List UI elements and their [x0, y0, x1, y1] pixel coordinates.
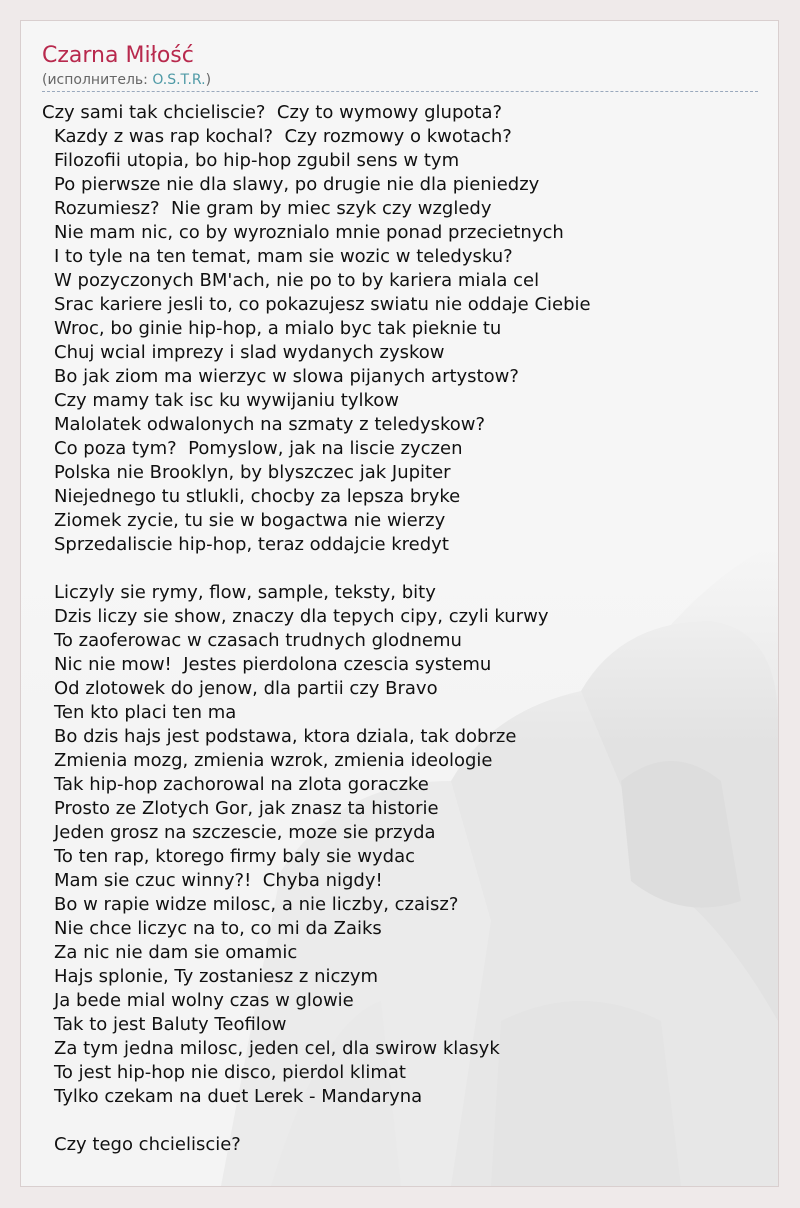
- lyric-line: To zaoferowac w czasach trudnych glodnemu: [54, 630, 462, 651]
- lyric-line: Chuj wcial imprezy i slad wydanych zyskow: [54, 342, 445, 363]
- lyric-line: Bo w rapie widze milosc, a nie liczby, czaisz?: [54, 894, 459, 915]
- lyric-line: Wroc, bo ginie hip-hop, a mialo byc tak pieknie tu: [54, 318, 502, 339]
- lyric-line: To jest hip-hop nie disco, pierdol klimat: [54, 1062, 406, 1083]
- lyric-line: Za tym jedna milosc, jeden cel, dla swirow klasyk: [54, 1038, 500, 1059]
- lyric-line: To ten rap, ktorego firmy baly sie wydac: [54, 846, 416, 867]
- lyric-line: Filozofii utopia, bo hip-hop zgubil sens w tym: [54, 150, 460, 171]
- lyric-line: Bo jak ziom ma wierzyc w slowa pijanych artystow?: [54, 366, 519, 387]
- lyric-line: Jeden grosz na szczescie, moze sie przyda: [54, 822, 436, 843]
- lyric-line: Za nic nie dam sie omamic: [54, 942, 298, 963]
- lyric-line: I to tyle na ten temat, mam sie wozic w teledysku?: [54, 246, 513, 267]
- lyric-line: Rozumiesz? Nie gram by miec szyk czy wzgledy: [54, 198, 492, 219]
- lyric-line: W pozyczonych BM'ach, nie po to by kariera miala cel: [54, 270, 540, 291]
- lyric-line: Polska nie Brooklyn, by blyszczec jak Jupiter: [54, 462, 451, 483]
- lyric-line: Czy mamy tak isc ku wywijaniu tylkow: [54, 390, 399, 411]
- stanza-break: [42, 557, 758, 581]
- artist-line: [42, 71, 758, 89]
- lyric-line: Nic nie mow! Jestes pierdolona czescia systemu: [54, 654, 492, 675]
- lyric-line: Dzis liczy sie show, znaczy dla tepych cipy, czyli kurwy: [54, 606, 549, 627]
- lyric-line: Od zlotowek do jenow, dla partii czy Bravo: [54, 678, 438, 699]
- song-content: [42, 41, 758, 1157]
- lyrics-card: [20, 20, 779, 1187]
- lyric-line: Tak to jest Baluty Teofilow: [54, 1014, 287, 1035]
- lyric-line: Czy sami tak chcieliscie? Czy to wymowy glupota?: [42, 102, 503, 123]
- lyric-line: Tylko czekam na duet Lerek - Mandaryna: [54, 1086, 423, 1107]
- lyric-line: Po pierwsze nie dla slawy, po drugie nie dla pieniedzy: [54, 174, 540, 195]
- song-title: Czarna Miłość: [42, 43, 194, 68]
- title-divider: [42, 91, 758, 92]
- lyric-line: Mam sie czuc winny?! Chyba nigdy!: [54, 870, 383, 891]
- lyric-line: Hajs splonie, Ty zostaniesz z niczym: [54, 966, 379, 987]
- lyric-line: Co poza tym? Pomyslow, jak na liscie zyczen: [54, 438, 463, 459]
- lyric-line: Kazdy z was rap kochal? Czy rozmowy o kwotach?: [54, 126, 512, 147]
- lyric-line: Ja bede mial wolny czas w glowie: [54, 990, 354, 1011]
- artist-link[interactable]: O.S.T.R.: [152, 72, 206, 88]
- lyric-line: Liczyly sie rymy, flow, sample, teksty, bity: [54, 582, 436, 603]
- lyric-line: Czy tego chcieliscie?: [54, 1134, 241, 1155]
- lyric-line: Malolatek odwalonych na szmaty z teledyskow?: [54, 414, 486, 435]
- lyric-line: Ziomek zycie, tu sie w bogactwa nie wierzy: [54, 510, 446, 531]
- lyric-line: Srac kariere jesli to, co pokazujesz swiatu nie oddaje Ciebie: [54, 294, 591, 315]
- lyric-line: Nie chce liczyc na to, co mi da Zaiks: [54, 918, 382, 939]
- lyric-line: Zmienia mozg, zmienia wzrok, zmienia ideologie: [54, 750, 493, 771]
- lyrics-body: [42, 101, 758, 1157]
- lyric-line: Niejednego tu stlukli, chocby za lepsza bryke: [54, 486, 461, 507]
- lyric-line: Sprzedaliscie hip-hop, teraz oddajcie kredyt: [54, 534, 449, 555]
- lyric-line: Tak hip-hop zachorowal na zlota goraczke: [54, 774, 429, 795]
- stanza-break: [42, 1109, 758, 1133]
- lyric-line: Nie mam nic, co by wyroznialo mnie ponad przecietnych: [54, 222, 564, 243]
- artist-suffix: ): [205, 72, 212, 88]
- artist-prefix: (исполнитель:: [42, 72, 153, 88]
- lyric-line: Bo dzis hajs jest podstawa, ktora dziala, tak dobrze: [54, 726, 517, 747]
- lyric-line: Ten kto placi ten ma: [54, 702, 237, 723]
- lyric-line: Prosto ze Zlotych Gor, jak znasz ta historie: [54, 798, 439, 819]
